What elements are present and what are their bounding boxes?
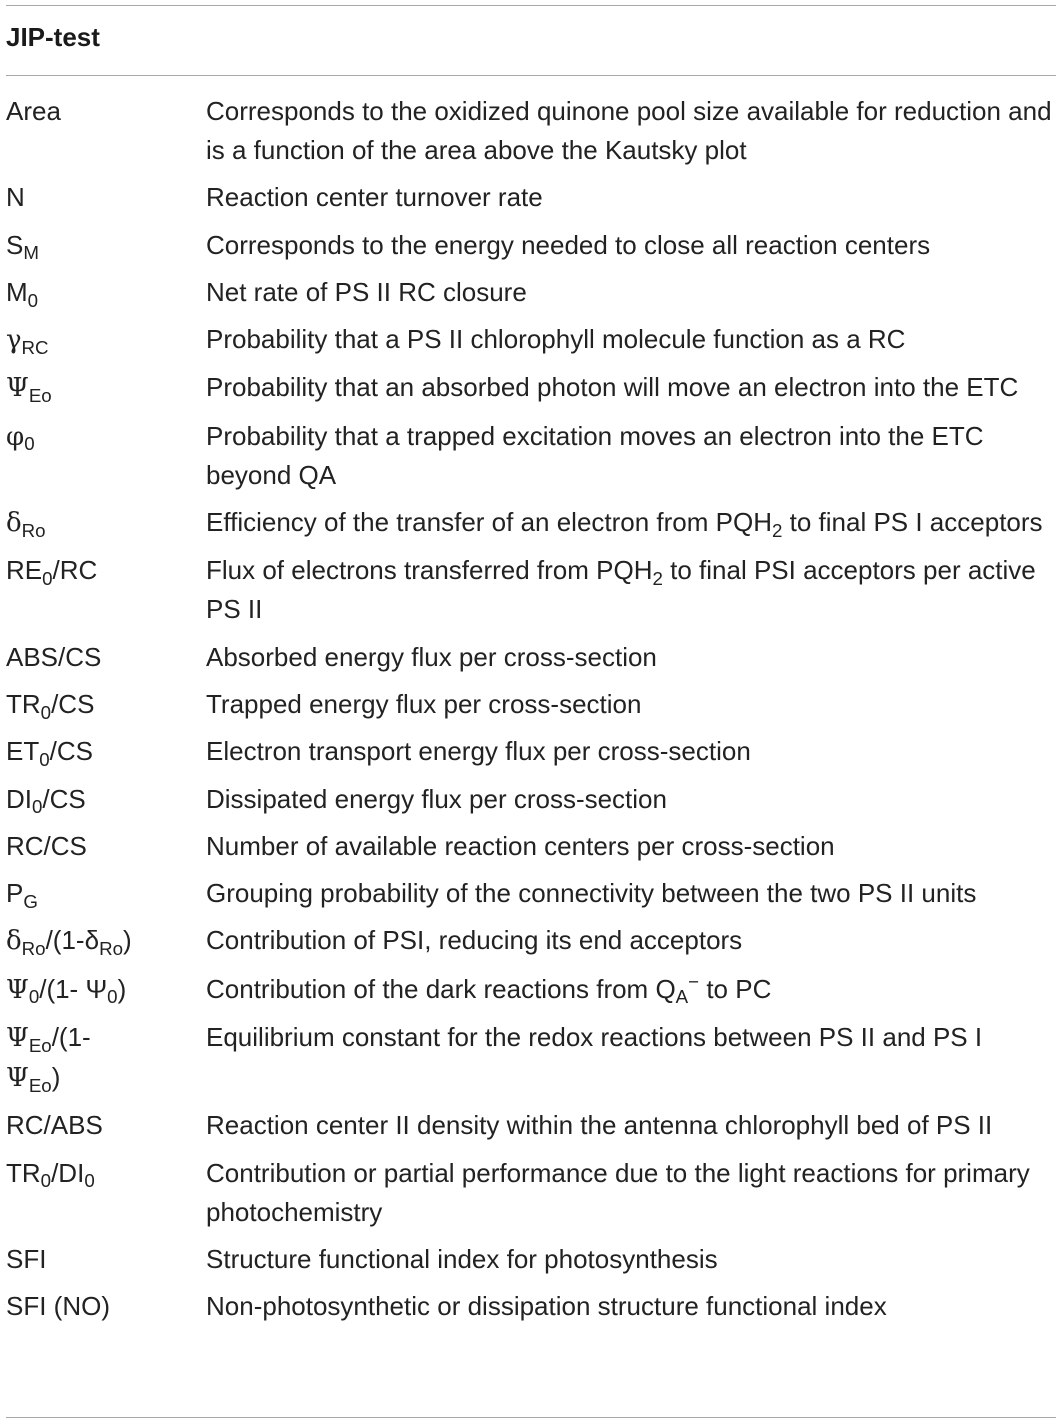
description-cell: Probability that an absorbed photon will move an electron into the ETC [206,372,1019,403]
description-cell: Dissipated energy flux per cross-section [206,783,667,814]
parameter-cell [6,226,206,265]
term-base: δ [6,508,22,539]
description-cell: Contribution or partial performance due to the light reactions for primary photochemistry [206,1157,1030,1227]
term-subscript: M [23,242,39,264]
term-base: TR [6,688,41,719]
term-subscript: 0 [32,796,43,818]
term-tail: ) [51,1062,61,1093]
table-row [6,970,1056,1010]
description-cell: Structure functional index for photosynthesis [206,1243,718,1274]
term-base: φ [6,421,25,452]
term-base: δ [6,926,22,957]
parameter-cell [6,921,206,961]
table-row [6,368,1056,408]
description-cell: Probability that a trapped excitation moves an electron into the ETC beyond QA [206,420,984,490]
term-subscript: 0 [107,986,118,1008]
table-row [6,503,1056,543]
header-rule [6,75,1056,76]
table-row [6,226,1056,265]
term-base: M [6,276,28,307]
term-tail: /CS [42,783,86,814]
table-top-rule [6,5,1056,6]
term-subscript: Ro [21,519,46,541]
description-cell: Grouping probability of the connectivity between the two PS II units [206,878,977,909]
term-tail: ) [122,925,132,956]
parameter-cell: RC/ABS [6,1110,103,1141]
term-base: P [6,878,24,909]
description-cell: Trapped energy flux per cross-section [206,688,642,719]
description-cell: Corresponds to the oxidized quinone pool size available for reduction and is a function of the area above the Kautsky plot [206,96,1052,165]
table-row [6,1154,1056,1232]
term-subscript: Eo [28,385,52,407]
term-base: ET [6,736,40,767]
table-row [6,921,1056,961]
term-base: Ψ [6,1023,29,1054]
parameter-cell [6,551,206,629]
table-row [6,780,1056,819]
description-cell: Corresponds to the energy needed to close all reaction centers [206,229,931,260]
parameter-cell [6,368,206,408]
term-subscript: 0 [27,289,39,311]
table-row [6,178,1056,217]
term-subscript: 0 [84,1170,95,1192]
term-base: Ψ [6,974,29,1005]
parameter-cell: Area [6,96,61,126]
description-text: Contribution of the dark reactions from Q [206,973,676,1004]
table-row [6,1106,1056,1145]
parameter-cell [6,970,206,1010]
term-subscript: 0 [40,1170,52,1192]
parameter-cell [6,273,206,312]
table-row [6,551,1056,629]
description-cell: Number of available reaction centers per cross-section [206,830,835,861]
term-tail: /RC [52,555,98,586]
parameter-cell: SFI (NO) [6,1291,110,1322]
term-base: RE [6,555,43,586]
term-subscript: Eo [28,1074,52,1096]
description-text: to final PSI acceptors per active PS II [206,555,1036,625]
table-row [6,320,1056,360]
parameter-cell: N [6,182,25,213]
description-cell: Net rate of PS II RC closure [206,276,527,307]
term-base: Ψ [6,1063,29,1094]
term-text: /DI [51,1157,85,1188]
term-subscript: Ro [99,938,123,960]
parameter-cell: RC/CS [6,830,87,861]
table-row [6,273,1056,312]
description-cell: Probability that a PS II chlorophyll molecule function as a RC [206,324,906,355]
parameter-cell [6,320,206,360]
term-base: TR [6,1157,41,1188]
description-cell: Equilibrium constant for the redox reactions between PS II and PS I [206,1022,983,1053]
table-row [6,1018,1056,1098]
term-subscript: Eo [28,1034,52,1056]
term-subscript: G [23,890,38,912]
description-text: Flux of electrons transferred from PQH [206,555,653,586]
table-row [6,685,1056,724]
term-tail: ) [117,973,127,1004]
table-row [6,874,1056,913]
table-heading: JIP-test [6,22,100,52]
term-line [6,1058,206,1098]
table-row [6,827,1056,866]
description-text: to PC [699,973,772,1004]
term-line [6,1018,206,1058]
term-subscript: 0 [28,986,40,1008]
description-superscript: − [688,971,700,993]
term-base: S [6,229,24,260]
term-tail: /CS [49,736,93,767]
description-subscript: 2 [772,519,783,541]
description-cell: Non-photosynthetic or dissipation structure functional index [206,1291,887,1322]
description-subscript: A [675,986,689,1008]
description-text: Efficiency of the transfer of an electron from PQH [206,507,772,538]
term-base: Ψ [6,373,29,404]
description-text: to final PS I acceptors [782,507,1043,538]
table-row [6,732,1056,771]
parameter-cell [6,503,206,543]
description-cell [206,551,1056,629]
description-cell [206,970,1056,1010]
table-bottom-rule [6,1417,1056,1418]
term-subscript: 0 [39,748,50,770]
description-cell: Reaction center turnover rate [206,182,543,213]
term-subscript: RC [21,336,49,358]
parameter-cell [6,732,206,771]
term-text: /(1- Ψ [39,973,108,1004]
term-tail: /(1- [51,1022,91,1053]
parameter-cell [6,1154,206,1232]
parameter-cell [6,1018,206,1098]
term-subscript: Ro [21,938,46,960]
description-cell: Electron transport energy flux per cross-section [206,736,751,767]
description-subscript: 2 [652,567,663,589]
parameter-cell [6,685,206,724]
parameter-cell [6,417,206,495]
description-cell: Contribution of PSI, reducing its end acceptors [206,925,743,956]
term-tail: /CS [51,688,95,719]
parameter-cell: ABS/CS [6,641,102,672]
term-base: γ [6,325,22,356]
term-subscript: 0 [24,433,35,455]
table-row [6,638,1056,677]
term-text: /(1-δ [45,925,100,956]
jip-test-table [6,92,1056,1335]
parameter-cell [6,780,206,819]
term-subscript: 0 [40,701,52,723]
description-cell: Reaction center II density within the antenna chlorophyll bed of PS II [206,1110,993,1141]
description-cell [206,503,1056,543]
parameter-cell [6,874,206,913]
table-row [6,92,1056,170]
table-row [6,1240,1056,1279]
table-row [6,417,1056,495]
table-row [6,1287,1056,1326]
term-subscript: 0 [42,567,53,589]
parameter-cell: SFI [6,1243,47,1274]
description-cell: Absorbed energy flux per cross-section [206,641,657,672]
term-base: DI [6,783,32,814]
